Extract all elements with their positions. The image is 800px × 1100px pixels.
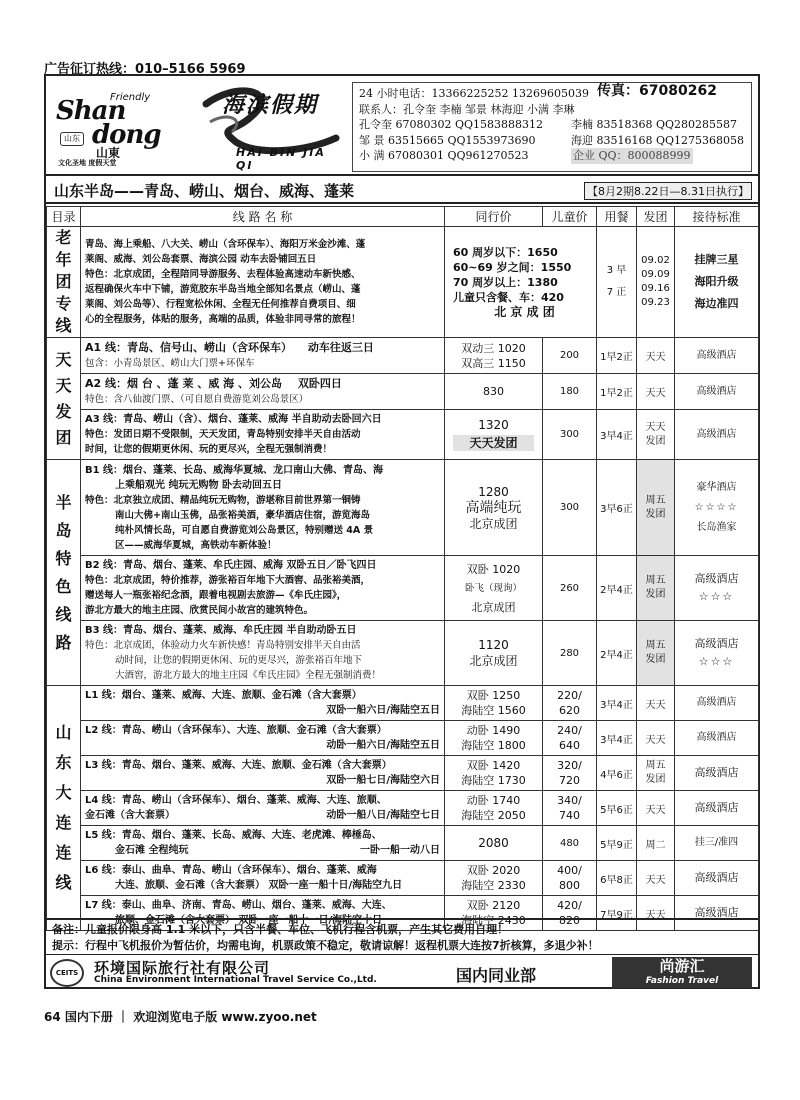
col-hotel: 接待标准 (675, 207, 759, 227)
contact-box (352, 82, 752, 172)
child-l4: 340/ 740 (543, 791, 597, 826)
meal-l3: 4早6正 (597, 756, 637, 791)
meal-a3: 3早4正 (597, 410, 637, 460)
agency-name-en: China Environment International Travel Service Co.,Ltd. (94, 975, 377, 985)
hotel-b3: 高级酒店 ☆☆☆ (675, 621, 759, 686)
page-title: 山东半岛——青岛、崂山、烟台、威海、蓬莱 (54, 182, 355, 200)
meal-l7: 7早9正 (597, 896, 637, 931)
category-senior: 老 年 团 专 线 (47, 227, 81, 338)
price-senior: 60 周岁以下：1650 60~69 岁之间：1550 70 周岁以上：1380 儿童只含餐、车：420 北 京 成 团 (445, 227, 597, 338)
price-l4: 动卧 1740 海陆空 2050 (445, 791, 543, 826)
contact-row2a: 邹 景 63515665 QQ1553973690 (359, 133, 536, 147)
valid-dates: 【8月2期8.22日—8.31日执行】 (584, 182, 752, 200)
contact-corp-qq: 企业 QQ：800088999 (573, 149, 691, 162)
shandong-logo (52, 86, 192, 170)
child-b3: 280 (543, 621, 597, 686)
route-a1: A1 线：青岛、信号山、崂山（含环保车） 动车往返三日 包含：小青岛景区、崂山大门票+环保车 (81, 338, 445, 374)
route-l2: L2 线：青岛、崂山（含环保车）、大连、旅顺、金石滩（含大套票） 动卧一船六日/海陆空五日 (81, 721, 445, 756)
route-a3: A3 线：青岛、崂山（含）、烟台、蓬莱、威海 半自助动去卧回六日 特色：发团日期不受限制，天天发团，青岛特别安排半天自由活动 时间，让您的假期更休闲、玩的更尽兴，全程无强制消费！ (81, 410, 445, 460)
depart-b2: 周五 发团 (637, 556, 675, 621)
logo-dong: dong (92, 120, 161, 150)
route-senior: 青岛、海上乘船、八大关、崂山（含环保车）、海阳万米金沙滩、蓬 莱阁、威海、刘公岛套票、海滨公园 动车去卧铺回五日 特色：北京成团，全程陪同导游服务、去程体验高速动车新快感、 返程确保火车中下铺，游览胶东半岛当地全部知名景点（崂山、蓬 莱阁、刘公岛等）、行程宽松休闲、全程无任何推荐自费项目、细 心的全程服务，体贴的服务，高端的品质，体验非同寻常的旅程！ (81, 227, 445, 338)
table-row (47, 227, 759, 338)
hotel-l7: 高级酒店 (675, 896, 759, 931)
table-row (47, 338, 759, 374)
price-l7: 双卧 2120 海陆空 2430 (445, 896, 543, 931)
meal-l6: 6早8正 (597, 861, 637, 896)
child-l1: 220/ 620 (543, 686, 597, 721)
category-daily: 天 天 发 团 (47, 338, 81, 460)
contact-row2b: 海迎 83516168 QQ1275368058 (571, 133, 745, 147)
note-tip: 提示：行程中飞机报价为暂估价，均需电询，机票政策不稳定，敬请谅解！返程机票大连按7折核算，多退少补！ (52, 939, 599, 952)
ft-logo-en: Fashion Travel (645, 976, 719, 986)
child-a2: 180 (543, 374, 597, 410)
col-depart: 发团 (637, 207, 675, 227)
table-row (47, 556, 759, 621)
price-b1: 1280 高端纯玩 北京成团 (445, 460, 543, 556)
title-bar (46, 176, 758, 204)
logo-cn: 山東 (96, 146, 121, 160)
table-row (47, 826, 759, 861)
price-l3: 双卧 1420 海陆空 1730 (445, 756, 543, 791)
page-frame (44, 74, 760, 989)
child-l5: 480 (543, 826, 597, 861)
child-l7: 420/ 820 (543, 896, 597, 931)
meal-l4: 5早6正 (597, 791, 637, 826)
col-price: 同行价 (445, 207, 543, 227)
haibin-logo (196, 82, 346, 172)
table-row (47, 791, 759, 826)
table-row (47, 721, 759, 756)
depart-b3: 周五 发团 (637, 621, 675, 686)
note-remark: 备注：儿童报价限身高 1.1 米以下，只含半餐、车位、飞机行程含机票，产生其它费用自理！ (52, 923, 509, 936)
logo-friendly: Friendly (110, 92, 151, 103)
depart-l7: 天天 (637, 896, 675, 931)
child-b2: 260 (543, 556, 597, 621)
price-b2: 双卧 1020 卧飞（现询） 北京成团 (445, 556, 543, 621)
category-dalian: 山 东 大 连 连 线 (47, 686, 81, 931)
depart-l6: 天天 (637, 861, 675, 896)
depart-a2: 天天 (637, 374, 675, 410)
meal-a2: 1早2正 (597, 374, 637, 410)
child-a3: 300 (543, 410, 597, 460)
depart-l4: 天天 (637, 791, 675, 826)
hotel-l1: 高级酒店 (675, 686, 759, 721)
price-b3: 1120 北京成团 (445, 621, 543, 686)
contact-row1a: 孔令奎 67080302 QQ1583888312 (359, 118, 544, 131)
logo-shan: Shan (56, 96, 126, 126)
col-catalog: 目录 (47, 207, 81, 227)
hotel-a3: 高级酒店 (675, 410, 759, 460)
meal-l1: 3早4正 (597, 686, 637, 721)
table-header (47, 207, 759, 227)
route-l4: L4 线：青岛、崂山（含环保车）、烟台、蓬莱、威海、大连、旅顺、 金石滩（含大套票） 动卧一船八日/海陆空七日 (81, 791, 445, 826)
logo-slogan: 文化圣地 度假天堂 (58, 159, 117, 167)
depart-l3: 周五 发团 (637, 756, 675, 791)
price-l6: 双卧 2020 海陆空 2330 (445, 861, 543, 896)
price-l5: 2080 (445, 826, 543, 861)
agency-name: 环境国际旅行社有限公司 (94, 959, 271, 977)
contact-fax: 传真：67080262 (597, 83, 717, 99)
depart-a3: 天天 发团 (637, 410, 675, 460)
agency-bar (46, 954, 758, 989)
meal-l5: 5早9正 (597, 826, 637, 861)
route-a2: A2 线：烟 台 、蓬 莱 、威 海 、刘公岛 双卧四日 特色：含八仙渡门票、（可自愿自费游览刘公岛景区） (81, 374, 445, 410)
meal-l2: 3早4正 (597, 721, 637, 756)
route-l3: L3 线：青岛、烟台、蓬莱、威海、大连、旅顺、金石滩（含大套票） 双卧一船七日/海陆空六日 (81, 756, 445, 791)
fashion-travel-logo (612, 957, 752, 988)
col-child: 儿童价 (543, 207, 597, 227)
depart-l1: 天天 (637, 686, 675, 721)
depart-l5: 周二 (637, 826, 675, 861)
ft-logo-cn: 尚游汇 (659, 957, 705, 975)
depart-a1: 天天 (637, 338, 675, 374)
hotel-a1: 高级酒店 (675, 338, 759, 374)
hotel-b1: 豪华酒店 ☆☆☆☆ 长岛渔家 (675, 460, 759, 556)
child-l3: 320/ 720 (543, 756, 597, 791)
route-b1: B1 线：烟台、蓬莱、长岛、威海华夏城、龙口南山大佛、青岛、海 上乘船观光 纯玩无购物 卧去动回五日 特色：北京独立成团、精品纯玩无购物，游堪称目前世界第一铜铸 南山大佛+南山玉佛，品张裕美酒，豪华酒店住宿，游览海岛 纯朴风情长岛，可自愿自费游览刘公岛景区，特别赠送 4A 景 区——威海华夏城，高铁动车新体验！ (81, 460, 445, 556)
contact-hotline: 24 小时电话：13366225252 13269605039 (359, 87, 589, 100)
brand-pinyin: HAI BIN JIA QI (236, 146, 326, 172)
notes (46, 918, 758, 954)
price-a1: 双动三 1020 双高三 1150 (445, 338, 543, 374)
hotel-a2: 高级酒店 (675, 374, 759, 410)
route-l5: L5 线：青岛、烟台、蓬莱、长岛、威海、大连、老虎滩、棒棰岛、 金石滩 全程纯玩 一卧一船一动八日 (81, 826, 445, 861)
col-meal: 用餐 (597, 207, 637, 227)
price-l1: 双卧 1250 海陆空 1560 (445, 686, 543, 721)
depart-b1: 周五 发团 (637, 460, 675, 556)
route-b2: B2 线：青岛、烟台、蓬莱、牟氏庄园、威海 双卧五日／卧飞四日 特色：北京成团，特价推荐，游张裕百年地下大酒窖、品张裕美酒， 赠送每人一瓶张裕纪念酒，跟着电视剧去旅游—《牟氏庄园》， 游北方最大的地主庄园、欣赏民间小故宫的建筑特色。 (81, 556, 445, 621)
meal-b2: 2早4正 (597, 556, 637, 621)
depart-l2: 天天 (637, 721, 675, 756)
price-a3: 1320 天天发团 (445, 410, 543, 460)
meal-b3: 2早4正 (597, 621, 637, 686)
depart-senior: 09.02 09.09 09.16 09.23 (637, 227, 675, 338)
hotel-b2: 高级酒店 ☆☆☆ (675, 556, 759, 621)
table-row (47, 460, 759, 556)
header (46, 76, 758, 176)
child-b1: 300 (543, 460, 597, 556)
brand-name: 海滨假期 (222, 92, 319, 118)
price-l2: 动卧 1490 海陆空 1800 (445, 721, 543, 756)
hotel-l6: 高级酒店 (675, 861, 759, 896)
contact-people: 联系人：孔令奎 李楠 邹景 林海迎 小满 李琳 (359, 102, 575, 116)
contact-row3a: 小 满 67080301 QQ961270523 (359, 149, 529, 162)
child-a1: 200 (543, 338, 597, 374)
child-l2: 240/ 640 (543, 721, 597, 756)
agency-department: 国内同业部 (456, 966, 537, 985)
agency-seal-icon: CEITS (50, 959, 84, 987)
meal-b1: 3早6正 (597, 460, 637, 556)
hotel-l5: 挂三/准四 (675, 826, 759, 861)
hotel-l3: 高级酒店 (675, 756, 759, 791)
logo-badge: 山东 (60, 132, 84, 146)
hotel-l2: 高级酒店 (675, 721, 759, 756)
hotel-senior: 挂牌三星 海阳升级 海边准四 (675, 227, 759, 338)
route-b3: B3 线：青岛、烟台、蓬莱、威海、牟氏庄园 半自助动卧五日 特色：北京成团，体验动力火车新快感！青岛特别安排半天自由活 动时间，让您的假期更休闲、玩的更尽兴，游张裕百年地下 大酒窖，游北方最大的地主庄园《牟氏庄园》全程无强制消费！ (81, 621, 445, 686)
child-l6: 400/ 800 (543, 861, 597, 896)
meal-a1: 1早2正 (597, 338, 637, 374)
table-row (47, 861, 759, 896)
table-row (47, 621, 759, 686)
table-row (47, 410, 759, 460)
table-row (47, 756, 759, 791)
category-peninsula: 半 岛 特 色 线 路 (47, 460, 81, 686)
table-row (47, 374, 759, 410)
contact-row1b: 李楠 83518368 QQ280285587 (571, 118, 738, 131)
price-a2: 830 (445, 374, 543, 410)
col-route: 线 路 名 称 (81, 207, 445, 227)
page-footer: 64 国内下册 ｜ 欢迎浏览电子版 www.zyoo.net (44, 1010, 317, 1024)
table-row (47, 686, 759, 721)
route-l7: L7 线：泰山、曲阜、济南、青岛、崂山、烟台、蓬莱、威海、大连、 旅顺、金石滩（含大套票） 双卧一座一船十一日/海陆空十日 (81, 896, 445, 931)
route-l6: L6 线：泰山、曲阜、青岛、崂山（含环保车）、烟台、蓬莱、威海 大连、旅顺、金石滩（含大套票） 双卧一座一船十日/海陆空九日 (81, 861, 445, 896)
route-table (46, 206, 759, 931)
meal-senior: 3 早 7 正 (597, 227, 637, 338)
route-l1: L1 线：烟台、蓬莱、威海、大连、旅顺、金石滩（含大套票） 双卧一船六日/海陆空五日 (81, 686, 445, 721)
ad-hotline: 广告征订热线：010–5166 5969 (44, 62, 246, 77)
hotel-l4: 高级酒店 (675, 791, 759, 826)
